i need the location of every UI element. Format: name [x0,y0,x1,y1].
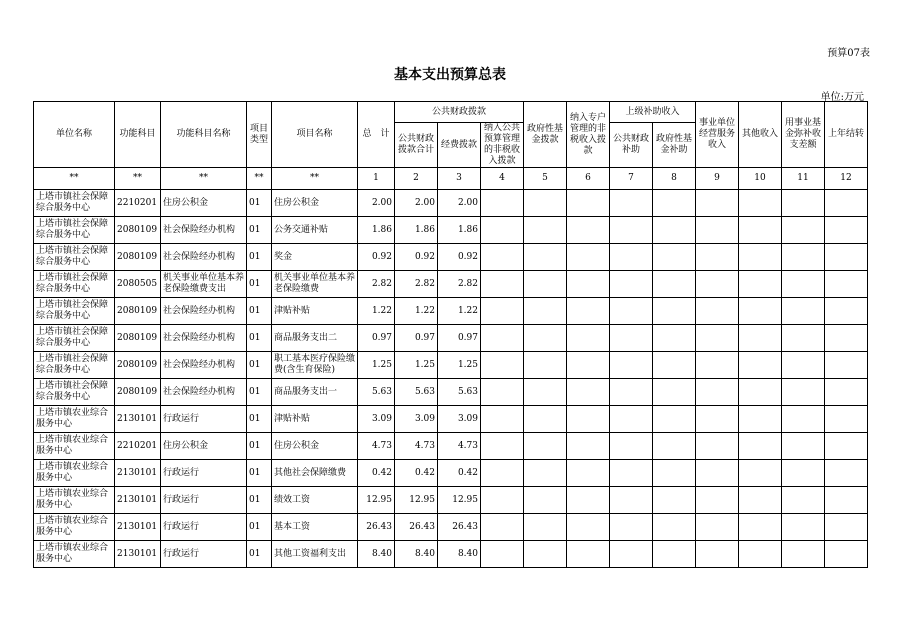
table-row [34,271,868,298]
cell-empty [696,379,739,406]
cell-empty [782,352,825,379]
cell-empty [653,352,696,379]
cell-func-code: 2080109 [115,217,161,244]
cell-empty [696,487,739,514]
cell-func-code: 2130101 [115,406,161,433]
header-item-name: 项目名称 [272,102,358,168]
cell-empty [567,244,610,271]
cell-func-code: 2210201 [115,190,161,217]
cell-expense-grant: 26.43 [438,514,481,541]
table-row [34,217,868,244]
cell-total: 0.42 [358,460,395,487]
cell-empty [567,352,610,379]
cell-empty [696,460,739,487]
cell-unit-name: 上塔市镇社会保障综合服务中心 [34,244,115,271]
cell-expense-grant: 2.00 [438,190,481,217]
cell-unit-name: 上塔市镇农业综合服务中心 [34,406,115,433]
cell-empty [567,541,610,568]
cell-total: 3.09 [358,406,395,433]
cell-empty [653,190,696,217]
cell-empty [481,298,524,325]
cell-empty [524,217,567,244]
cell-expense-grant: 5.63 [438,379,481,406]
table-row [34,406,868,433]
index-cell: 9 [696,168,739,190]
cell-public-fiscal-total: 0.42 [395,460,438,487]
index-cell: ** [247,168,272,190]
table-header [34,102,868,190]
cell-empty [696,244,739,271]
cell-func-name: 社会保险经办机构 [161,379,247,406]
cell-empty [610,379,653,406]
index-cell: 4 [481,168,524,190]
cell-item-type: 01 [247,244,272,271]
cell-public-fiscal-total: 2.00 [395,190,438,217]
cell-empty [481,514,524,541]
cell-empty [739,352,782,379]
cell-empty [696,298,739,325]
cell-empty [567,406,610,433]
cell-func-name: 社会保险经办机构 [161,298,247,325]
cell-empty [696,352,739,379]
cell-empty [567,514,610,541]
cell-empty [481,244,524,271]
table-row [34,460,868,487]
index-cell: 11 [782,168,825,190]
header-biz-fund: 用事业基金弥补收支差额 [782,102,825,168]
cell-total: 5.63 [358,379,395,406]
cell-item-name: 机关事业单位基本养老保险缴费 [272,271,358,298]
cell-empty [825,541,868,568]
cell-empty [481,460,524,487]
cell-empty [567,487,610,514]
header-public-fiscal: 公共财政拨款 [395,102,524,123]
header-total: 总 计 [358,102,395,168]
cell-total: 2.00 [358,190,395,217]
table-row [34,487,868,514]
cell-empty [524,190,567,217]
header-carryover: 上年结转 [825,102,868,168]
cell-empty [825,352,868,379]
cell-unit-name: 上塔市镇农业综合服务中心 [34,487,115,514]
cell-unit-name: 上塔市镇农业综合服务中心 [34,460,115,487]
table-row [34,541,868,568]
cell-func-code: 2080109 [115,352,161,379]
cell-empty [653,379,696,406]
cell-empty [739,541,782,568]
cell-empty [567,433,610,460]
header-sup-gov: 政府性基金补助 [653,123,696,168]
cell-item-type: 01 [247,406,272,433]
cell-empty [782,190,825,217]
cell-empty [567,379,610,406]
table-row [34,325,868,352]
header-special-nontax: 纳入专户管理的非税收入拨款 [567,102,610,168]
cell-expense-grant: 1.25 [438,352,481,379]
cell-expense-grant: 2.82 [438,271,481,298]
index-cell: 10 [739,168,782,190]
cell-empty [481,487,524,514]
cell-empty [481,325,524,352]
cell-empty [524,487,567,514]
cell-func-code: 2130101 [115,541,161,568]
cell-item-type: 01 [247,217,272,244]
cell-item-name: 其他社会保障缴费 [272,460,358,487]
table-row [34,244,868,271]
cell-public-fiscal-total: 0.92 [395,244,438,271]
cell-expense-grant: 4.73 [438,433,481,460]
index-cell: ** [34,168,115,190]
cell-empty [524,244,567,271]
cell-empty [696,406,739,433]
cell-item-type: 01 [247,352,272,379]
cell-item-name: 职工基本医疗保险缴费(含生育保险) [272,352,358,379]
cell-total: 12.95 [358,487,395,514]
cell-empty [481,271,524,298]
cell-item-name: 住房公积金 [272,190,358,217]
cell-func-name: 住房公积金 [161,190,247,217]
cell-func-code: 2080109 [115,298,161,325]
cell-empty [782,217,825,244]
cell-empty [696,325,739,352]
index-cell: ** [115,168,161,190]
cell-empty [653,271,696,298]
cell-empty [782,379,825,406]
cell-empty [825,406,868,433]
cell-empty [739,190,782,217]
cell-public-fiscal-total: 1.25 [395,352,438,379]
cell-empty [782,541,825,568]
cell-empty [825,244,868,271]
cell-expense-grant: 0.92 [438,244,481,271]
cell-empty [825,325,868,352]
cell-unit-name: 上塔市镇农业综合服务中心 [34,433,115,460]
cell-empty [481,379,524,406]
cell-empty [739,487,782,514]
cell-empty [739,514,782,541]
cell-empty [825,298,868,325]
cell-unit-name: 上塔市镇社会保障综合服务中心 [34,325,115,352]
cell-empty [524,271,567,298]
cell-empty [825,379,868,406]
cell-empty [610,190,653,217]
cell-empty [524,406,567,433]
cell-item-name: 其他工资福利支出 [272,541,358,568]
cell-empty [524,433,567,460]
index-cell: 3 [438,168,481,190]
cell-empty [567,298,610,325]
cell-public-fiscal-total: 26.43 [395,514,438,541]
cell-func-code: 2080109 [115,244,161,271]
cell-unit-name: 上塔市镇社会保障综合服务中心 [34,379,115,406]
cell-empty [696,514,739,541]
cell-empty [696,271,739,298]
cell-item-type: 01 [247,460,272,487]
cell-total: 1.86 [358,217,395,244]
cell-func-name: 住房公积金 [161,433,247,460]
cell-expense-grant: 0.42 [438,460,481,487]
header-func-name: 功能科目名称 [161,102,247,168]
cell-empty [610,460,653,487]
cell-empty [610,325,653,352]
cell-empty [739,271,782,298]
cell-empty [653,244,696,271]
cell-empty [782,244,825,271]
header-public-fiscal-total: 公共财政拨款合计 [395,123,438,168]
cell-func-name: 社会保险经办机构 [161,325,247,352]
cell-empty [610,433,653,460]
cell-empty [653,325,696,352]
cell-item-type: 01 [247,541,272,568]
cell-empty [481,217,524,244]
table-row [34,352,868,379]
table-row [34,514,868,541]
cell-func-code: 2130101 [115,460,161,487]
cell-empty [567,271,610,298]
cell-func-code: 2130101 [115,487,161,514]
cell-item-type: 01 [247,271,272,298]
header-sup-public: 公共财政补助 [610,123,653,168]
cell-empty [524,298,567,325]
cell-empty [653,514,696,541]
cell-empty [610,217,653,244]
cell-func-name: 行政运行 [161,541,247,568]
cell-empty [696,217,739,244]
cell-empty [567,217,610,244]
cell-empty [524,541,567,568]
cell-expense-grant: 1.22 [438,298,481,325]
cell-public-fiscal-total: 1.22 [395,298,438,325]
cell-item-name: 住房公积金 [272,433,358,460]
index-cell: 1 [358,168,395,190]
cell-empty [567,325,610,352]
header-item-type: 项目类型 [247,102,272,168]
index-cell: ** [272,168,358,190]
cell-item-name: 绩效工资 [272,487,358,514]
table-row [34,433,868,460]
cell-public-fiscal-total: 3.09 [395,406,438,433]
cell-public-fiscal-total: 2.82 [395,271,438,298]
cell-empty [481,541,524,568]
cell-func-code: 2210201 [115,433,161,460]
cell-total: 4.73 [358,433,395,460]
cell-func-name: 社会保险经办机构 [161,217,247,244]
cell-empty [610,271,653,298]
cell-expense-grant: 8.40 [438,541,481,568]
table-row [34,298,868,325]
cell-empty [782,487,825,514]
cell-func-name: 行政运行 [161,514,247,541]
cell-func-code: 2130101 [115,514,161,541]
cell-item-type: 01 [247,298,272,325]
cell-item-type: 01 [247,433,272,460]
cell-item-name: 商品服务支出二 [272,325,358,352]
cell-public-fiscal-total: 12.95 [395,487,438,514]
cell-empty [610,541,653,568]
cell-empty [739,325,782,352]
cell-empty [610,514,653,541]
index-cell: 6 [567,168,610,190]
cell-empty [696,433,739,460]
cell-expense-grant: 1.86 [438,217,481,244]
index-cell: 8 [653,168,696,190]
cell-public-fiscal-total: 0.97 [395,325,438,352]
cell-unit-name: 上塔市镇社会保障综合服务中心 [34,352,115,379]
cell-total: 8.40 [358,541,395,568]
header-gov-fund: 政府性基金拨款 [524,102,567,168]
cell-empty [653,460,696,487]
cell-func-name: 机关事业单位基本养老保险缴费支出 [161,271,247,298]
header-func-code: 功能科目 [115,102,161,168]
cell-func-code: 2080109 [115,379,161,406]
cell-empty [739,406,782,433]
cell-total: 1.25 [358,352,395,379]
cell-unit-name: 上塔市镇社会保障综合服务中心 [34,217,115,244]
cell-item-type: 01 [247,514,272,541]
cell-empty [653,541,696,568]
cell-func-name: 社会保险经办机构 [161,244,247,271]
cell-empty [782,406,825,433]
cell-empty [782,460,825,487]
cell-unit-name: 上塔市镇农业综合服务中心 [34,541,115,568]
cell-item-type: 01 [247,487,272,514]
index-cell: 7 [610,168,653,190]
cell-total: 26.43 [358,514,395,541]
cell-item-name: 基本工资 [272,514,358,541]
index-cell: ** [161,168,247,190]
cell-expense-grant: 0.97 [438,325,481,352]
page-title: 基本支出预算总表 [394,67,506,83]
cell-public-fiscal-total: 4.73 [395,433,438,460]
cell-empty [481,352,524,379]
cell-item-name: 津贴补贴 [272,298,358,325]
cell-empty [481,406,524,433]
cell-empty [696,190,739,217]
cell-empty [653,433,696,460]
cell-empty [524,325,567,352]
table-row [34,379,868,406]
cell-empty [524,379,567,406]
index-cell: 12 [825,168,868,190]
cell-empty [739,433,782,460]
cell-total: 0.97 [358,325,395,352]
cell-empty [825,460,868,487]
cell-item-name: 商品服务支出一 [272,379,358,406]
cell-empty [782,298,825,325]
cell-total: 0.92 [358,244,395,271]
header-public-nontax: 纳入公共预算管理的非税收入拨款 [481,123,524,168]
cell-empty [739,460,782,487]
form-number: 预算07表 [827,48,870,59]
cell-empty [524,352,567,379]
index-cell: 5 [524,168,567,190]
cell-func-name: 行政运行 [161,406,247,433]
cell-empty [739,217,782,244]
cell-func-code: 2080109 [115,325,161,352]
cell-func-name: 行政运行 [161,487,247,514]
cell-empty [653,217,696,244]
cell-total: 1.22 [358,298,395,325]
cell-empty [825,217,868,244]
cell-empty [782,271,825,298]
header-unit-name: 单位名称 [34,102,115,168]
unit-label: 单位:万元 [820,92,864,103]
cell-empty [782,514,825,541]
cell-empty [610,244,653,271]
cell-unit-name: 上塔市镇农业综合服务中心 [34,514,115,541]
cell-empty [481,433,524,460]
cell-item-name: 公务交通补贴 [272,217,358,244]
cell-empty [610,298,653,325]
header-biz-income: 事业单位经营服务收入 [696,102,739,168]
cell-expense-grant: 12.95 [438,487,481,514]
cell-public-fiscal-total: 1.86 [395,217,438,244]
cell-unit-name: 上塔市镇社会保障综合服务中心 [34,271,115,298]
cell-item-type: 01 [247,190,272,217]
budget-table [33,101,868,568]
cell-total: 2.82 [358,271,395,298]
cell-empty [782,325,825,352]
cell-empty [567,190,610,217]
table-body [34,190,868,568]
cell-func-name: 社会保险经办机构 [161,352,247,379]
cell-public-fiscal-total: 8.40 [395,541,438,568]
cell-empty [739,298,782,325]
cell-empty [825,271,868,298]
cell-empty [567,460,610,487]
cell-empty [610,406,653,433]
cell-empty [524,514,567,541]
cell-empty [696,541,739,568]
cell-item-type: 01 [247,325,272,352]
cell-empty [782,433,825,460]
cell-item-name: 奖金 [272,244,358,271]
cell-empty [653,298,696,325]
cell-empty [610,352,653,379]
cell-empty [610,487,653,514]
cell-empty [825,433,868,460]
index-cell: 2 [395,168,438,190]
cell-empty [739,379,782,406]
cell-func-name: 行政运行 [161,460,247,487]
cell-empty [524,460,567,487]
cell-unit-name: 上塔市镇社会保障综合服务中心 [34,190,115,217]
header-expense-grant: 经费拨款 [438,123,481,168]
cell-empty [739,244,782,271]
cell-item-type: 01 [247,379,272,406]
index-row [34,168,868,190]
cell-public-fiscal-total: 5.63 [395,379,438,406]
cell-empty [653,487,696,514]
cell-empty [481,190,524,217]
cell-item-name: 津贴补贴 [272,406,358,433]
cell-empty [653,406,696,433]
header-superior: 上级补助收入 [610,102,696,123]
cell-unit-name: 上塔市镇社会保障综合服务中心 [34,298,115,325]
cell-func-code: 2080505 [115,271,161,298]
cell-empty [825,514,868,541]
cell-empty [825,487,868,514]
header-other-income: 其他收入 [739,102,782,168]
cell-expense-grant: 3.09 [438,406,481,433]
table-row [34,190,868,217]
cell-empty [825,190,868,217]
